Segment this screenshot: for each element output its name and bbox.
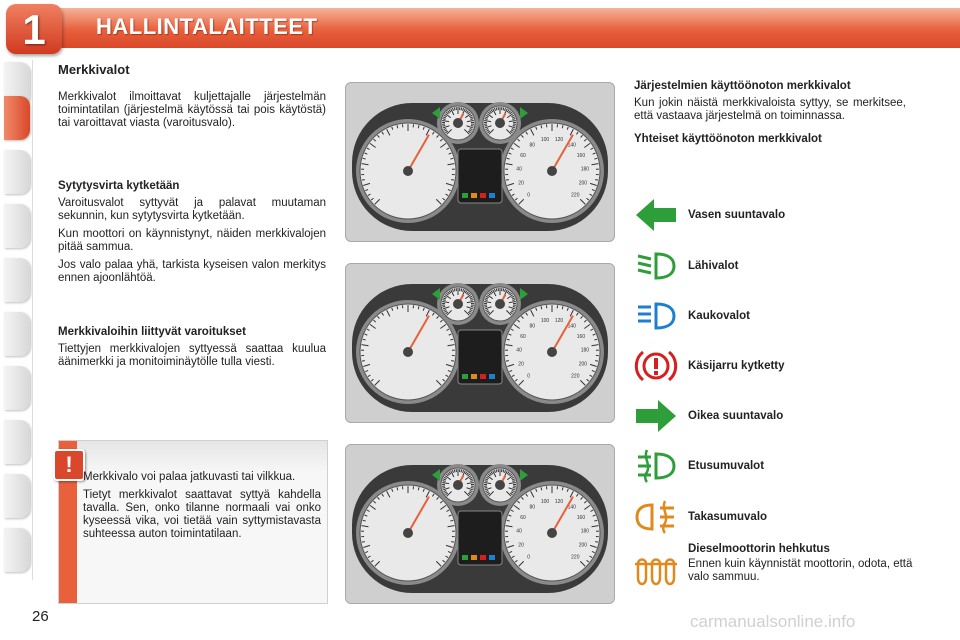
dial-hub (547, 528, 557, 538)
dial-tick (418, 125, 419, 128)
speedo-tick-label: 20 (518, 361, 524, 368)
dial-tick (451, 542, 454, 543)
lamp-label: Lähivalot (688, 260, 739, 272)
speedo-tick-label: 40 (516, 528, 522, 535)
dial-tick (503, 288, 504, 291)
warning-lamp (480, 193, 486, 198)
speedo-tick-label: 220 (571, 554, 580, 561)
lamp-right-indicator (634, 396, 934, 436)
dial-tick (496, 469, 497, 472)
arrow-left-icon (634, 195, 678, 235)
lamp-label: Kaukovalot (688, 310, 750, 322)
lamp-label: Käsijarru kytketty (688, 360, 785, 372)
speedo-tick-label: 0 (527, 373, 531, 380)
speedo-tick-label: 220 (571, 373, 580, 380)
glow-plug-icon (634, 554, 678, 594)
chapter-tab[interactable] (4, 420, 30, 464)
speedo-tick-label: 220 (571, 192, 580, 199)
speedo-tick-label: 80 (529, 323, 536, 330)
instrument-cluster-image (346, 264, 614, 422)
speedo-tick-label: 100 (540, 317, 550, 324)
speedo-tick-label: 100 (540, 498, 550, 505)
warning-icon: ! (53, 449, 85, 481)
dial-tick (454, 469, 455, 472)
dial-tick (471, 126, 474, 127)
right-title: Järjestelmien käyttöönoton merkkivalot (634, 80, 851, 92)
diesel-text: Ennen kuin käynnistät moottorin, odota, että valo sammuu. (688, 558, 913, 583)
dial-tick (397, 487, 398, 490)
speedo-tick-label: 140 (567, 504, 576, 511)
low-beam-icon (634, 246, 678, 286)
chapter-tab[interactable] (4, 528, 30, 572)
front-fog-icon (634, 446, 678, 486)
dial-tick (484, 488, 487, 489)
warning-lamp (471, 193, 477, 198)
dial-hub (403, 166, 413, 176)
dial-hub (547, 166, 557, 176)
speedo-tick-label: 140 (567, 142, 576, 149)
speedo-tick-label: 160 (576, 334, 586, 341)
speedo-tick-label: 60 (520, 153, 526, 160)
dial-tick (362, 361, 365, 362)
dial-tick (442, 488, 445, 489)
speedo-tick-label: 40 (516, 166, 522, 173)
ignition-p3: Jos valo palaa yhä, tarkista kyseisen valon merkitys ennen ajoonlähtöä. (58, 259, 326, 284)
lamp-label: Etusumuvalot (688, 460, 765, 472)
dial-hub (453, 299, 463, 309)
instrument-cluster-image (346, 445, 614, 603)
dashboard-illustration-1 (345, 82, 615, 242)
left-column (58, 62, 326, 368)
speedo-tick-label: 80 (529, 504, 536, 511)
chapter-tab-active[interactable] (4, 96, 30, 140)
dial-tick (451, 180, 454, 181)
lamp-glow-plug (634, 540, 934, 600)
lamp-label: Takasumuvalo (688, 511, 768, 523)
dial-tick (541, 306, 542, 309)
chapter-tabs (0, 56, 34, 576)
warning-p2: Tietyt merkkivalot saattavat syttyä kahdella tavalla. Sen, onko tilanne normaali vai onko kyseessä vika, voi tietää vain syttymistavasta suhteessa auton toimintatilaan. (83, 489, 321, 540)
dial-hub (453, 118, 463, 128)
dial-tick (506, 542, 509, 543)
alerts-p1: Tiettyjen merkkivalojen syttyessä saattaa kuulua äänimerkki ja monitoiminäytölle tulla viesti. (58, 343, 326, 368)
page-title: HALLINTALAITTEET (96, 14, 318, 39)
diesel-title: Dieselmoottorin hehkutus (688, 543, 830, 555)
chapter-badge (6, 4, 62, 54)
dial-tick (461, 469, 462, 472)
dial-tick (454, 288, 455, 291)
parking-brake-icon (634, 346, 678, 386)
lamp-front-fog (634, 446, 934, 486)
speedo-tick-label: 160 (576, 153, 586, 160)
dial-tick (484, 307, 487, 308)
speedo-tick-label: 20 (518, 542, 524, 549)
page-number: 26 (32, 608, 49, 625)
lamp-label: Vasen suuntavalo (688, 209, 786, 221)
dial-hub (547, 347, 557, 357)
ignition-title: Sytytysvirta kytketään (58, 180, 180, 192)
warning-box (58, 440, 328, 604)
lamp-parking-brake (634, 346, 934, 386)
dial-tick (471, 488, 474, 489)
chapter-tab[interactable] (4, 366, 30, 410)
warning-lamp (462, 193, 468, 198)
alerts-title: Merkkivaloihin liittyvät varoitukset (58, 326, 246, 338)
speedo-tick-label: 60 (520, 515, 526, 522)
dial-tick (562, 306, 563, 309)
common-lamps-title: Yhteiset käyttöönoton merkkivalot (634, 133, 822, 145)
dial-tick (503, 107, 504, 110)
lamp-label: Oikea suuntavalo (688, 410, 784, 422)
warning-p1: Merkkivalo voi palaa jatkuvasti tai vilkkua. (83, 471, 296, 483)
dial-tick (496, 107, 497, 110)
dial-hub (403, 528, 413, 538)
dial-tick (362, 542, 365, 543)
speedo-tick-label: 140 (567, 323, 576, 330)
speedo-tick-label: 180 (580, 166, 590, 173)
warning-lamp (489, 193, 495, 198)
dial-tick (484, 126, 487, 127)
dial-tick (595, 542, 598, 543)
warning-lamp (480, 555, 486, 560)
alerts-block (58, 326, 326, 374)
speedo-tick-label: 180 (580, 347, 590, 354)
speedo-tick-label: 20 (518, 180, 524, 187)
divider (32, 60, 33, 580)
speedo-tick-label: 0 (527, 554, 531, 561)
warning-lamp (489, 555, 495, 560)
warning-lamp (462, 374, 468, 379)
dial-tick (595, 180, 598, 181)
speedo-tick-label: 40 (516, 347, 522, 354)
dial-tick (506, 361, 509, 362)
speedo-tick-label: 200 (578, 542, 588, 549)
dial-tick (461, 107, 462, 110)
chapter-tab[interactable] (4, 474, 30, 518)
watermark: carmanualsonline.info (690, 612, 856, 631)
speedo-tick-label: 180 (580, 528, 590, 535)
warning-lamp (471, 374, 477, 379)
speedo-tick-label: 120 (554, 317, 564, 324)
dial-tick (541, 487, 542, 490)
lamp-rear-fog (634, 497, 934, 537)
speedo-tick-label: 200 (578, 180, 588, 187)
dial-tick (506, 180, 509, 181)
dial-tick (513, 307, 516, 308)
speedo-tick-label: 0 (527, 192, 531, 199)
dial-tick (471, 307, 474, 308)
dial-hub (453, 480, 463, 490)
dial-tick (461, 288, 462, 291)
dial-tick (454, 107, 455, 110)
dial-tick (418, 487, 419, 490)
dial-tick (595, 361, 598, 362)
chapter-tab[interactable] (4, 204, 30, 248)
warning-lamp (462, 555, 468, 560)
right-column (634, 80, 914, 150)
warning-lamp (480, 374, 486, 379)
rear-fog-icon (634, 497, 678, 537)
warning-lamp (489, 374, 495, 379)
section-title: Merkkivalot (58, 62, 130, 77)
intro-paragraph: Merkkivalot ilmoittavat kuljettajalle järjestelmän toimintatilan (järjestelmä käytössä tai pois käytöstä) tai varoittavat viasta (varoitusvalo). (58, 91, 326, 129)
chapter-tab[interactable] (4, 312, 30, 356)
speedo-tick-label: 100 (540, 136, 550, 143)
dial-tick (496, 288, 497, 291)
dial-tick (397, 306, 398, 309)
dial-tick (442, 307, 445, 308)
right-intro: Kun jokin näistä merkkivaloista syttyy, se merkitsee, että vastaava järjestelmä on toiminnassa. (634, 97, 906, 122)
dial-tick (513, 488, 516, 489)
dial-tick (397, 125, 398, 128)
dial-tick (442, 126, 445, 127)
page-header (0, 0, 960, 52)
dial-tick (562, 125, 563, 128)
speedo-tick-label: 200 (578, 361, 588, 368)
speedo-tick-label: 160 (576, 515, 586, 522)
chapter-tab[interactable] (4, 258, 30, 302)
instrument-cluster-image (346, 83, 614, 241)
dial-tick (503, 469, 504, 472)
warning-lamp (471, 555, 477, 560)
high-beam-icon (634, 296, 678, 336)
dial-tick (362, 180, 365, 181)
chapter-tab[interactable] (4, 150, 30, 194)
speedo-tick-label: 60 (520, 334, 526, 341)
warning-text (83, 471, 321, 546)
ignition-p2: Kun moottori on käynnistynyt, näiden merkkivalojen pitää sammua. (58, 228, 326, 253)
speedo-tick-label: 120 (554, 136, 564, 143)
dial-hub (403, 347, 413, 357)
speedo-tick-label: 80 (529, 142, 536, 149)
dial-hub (495, 118, 505, 128)
chapter-number: 1 (22, 6, 46, 53)
lamp-low-beam (634, 246, 934, 286)
dial-hub (495, 299, 505, 309)
dashboard-illustration-3 (345, 444, 615, 604)
speedo-tick-label: 120 (554, 498, 564, 505)
ignition-block (58, 180, 326, 290)
lamp-high-beam (634, 296, 934, 336)
dial-tick (562, 487, 563, 490)
dial-tick (541, 125, 542, 128)
lamp-left-indicator (634, 195, 934, 235)
dial-hub (495, 480, 505, 490)
dashboard-illustration-2 (345, 263, 615, 423)
arrow-right-icon (634, 396, 678, 436)
dial-tick (418, 306, 419, 309)
ignition-p1: Varoitusvalot syttyvät ja palavat muutaman sekunnin, kun sytytysvirta kytketään. (58, 197, 326, 222)
dial-tick (451, 361, 454, 362)
dial-tick (513, 126, 516, 127)
